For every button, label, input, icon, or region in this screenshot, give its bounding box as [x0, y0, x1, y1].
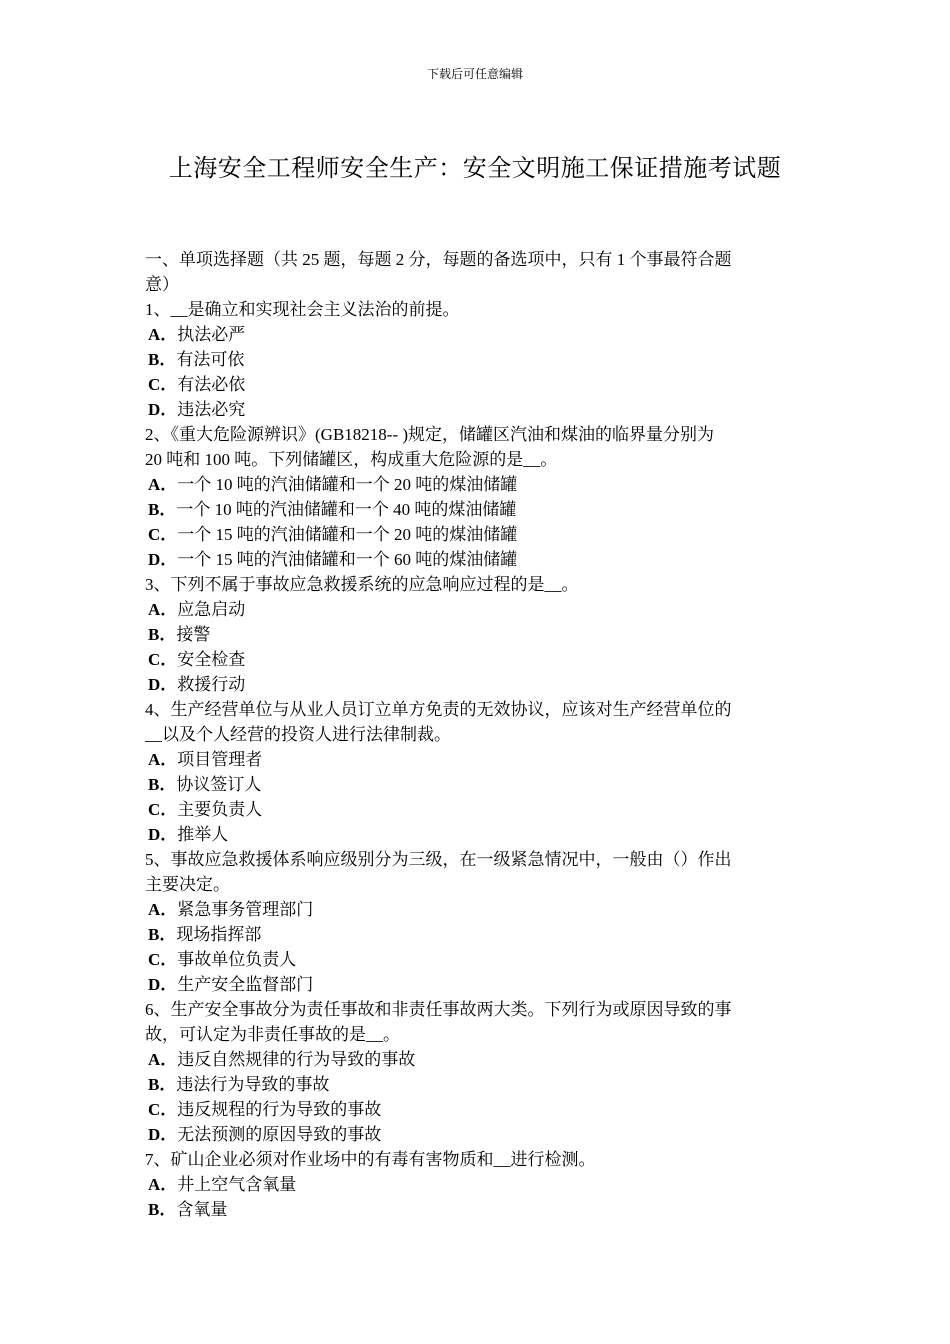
answer-option	[145, 547, 810, 572]
option-text: 有法可依	[176, 350, 245, 369]
answer-option	[145, 772, 810, 797]
option-text: 执法必严	[177, 325, 246, 344]
question-stem-line: 4、生产经营单位与从业人员订立单方免责的无效协议，应该对生产经营单位的	[145, 700, 732, 719]
option-text: 一个 15 吨的汽油储罐和一个 20 吨的煤油储罐	[177, 525, 518, 544]
document-body	[145, 247, 810, 1222]
question-stem-line: 6、生产安全事故分为责任事故和非责任事故两大类。下列行为或原因导致的事	[145, 1000, 732, 1019]
question-item	[145, 997, 810, 1147]
option-text: 应急启动	[177, 600, 246, 619]
option-letter: D．	[148, 400, 178, 419]
question-stem-line: 3、下列不属于事故应急救援系统的应急响应过程的是__。	[145, 575, 579, 594]
option-text: 有法必依	[177, 375, 246, 394]
answer-option	[145, 372, 810, 397]
question-item	[145, 697, 810, 847]
option-letter: A．	[148, 1050, 178, 1069]
question-item	[145, 1147, 810, 1222]
option-text: 协议签订人	[176, 775, 262, 794]
answer-option	[145, 672, 810, 697]
option-text: 井上空气含氧量	[177, 1175, 297, 1194]
option-letter: A．	[148, 1175, 178, 1194]
question-stem-line: 故，可认定为非责任事故的是__。	[145, 1025, 400, 1044]
question-item	[145, 297, 810, 422]
question-stem	[145, 422, 810, 472]
option-letter: B．	[148, 625, 177, 644]
option-letter: C．	[148, 1100, 178, 1119]
option-text: 救援行动	[177, 675, 246, 694]
answer-option	[145, 347, 810, 372]
answer-option	[145, 972, 810, 997]
option-text: 含氧量	[176, 1200, 228, 1219]
answer-option	[145, 1097, 810, 1122]
option-text: 事故单位负责人	[177, 950, 297, 969]
answer-option	[145, 1047, 810, 1072]
answer-option	[145, 822, 810, 847]
option-letter: D．	[148, 550, 178, 569]
question-item	[145, 847, 810, 997]
question-stem-line: 5、事故应急救援体系响应级别分为三级，在一级紧急情况中，一般由（）作出	[145, 850, 732, 869]
option-text: 违反自然规律的行为导致的事故	[177, 1050, 416, 1069]
option-letter: A．	[148, 600, 178, 619]
question-stem	[145, 847, 810, 897]
question-stem-line: 主要决定。	[145, 875, 230, 894]
option-letter: A．	[148, 750, 178, 769]
section-heading	[145, 247, 810, 297]
question-stem	[145, 1147, 810, 1172]
option-letter: D．	[148, 1125, 178, 1144]
option-text: 主要负责人	[177, 800, 263, 819]
answer-option	[145, 597, 810, 622]
option-text: 违法行为导致的事故	[176, 1075, 330, 1094]
option-letter: C．	[148, 375, 178, 394]
option-letter: B．	[148, 500, 177, 519]
option-letter: B．	[148, 775, 177, 794]
option-letter: D．	[148, 675, 178, 694]
option-text: 违法必究	[177, 400, 246, 419]
question-stem-line: __以及个人经营的投资人进行法律制裁。	[145, 725, 451, 744]
answer-option	[145, 622, 810, 647]
option-letter: C．	[148, 800, 178, 819]
option-text: 一个 10 吨的汽油储罐和一个 40 吨的煤油储罐	[176, 500, 517, 519]
question-stem-line: 7、矿山企业必须对作业场中的有毒有害物质和__进行检测。	[145, 1150, 596, 1169]
answer-option	[145, 647, 810, 672]
option-letter: A．	[148, 900, 178, 919]
option-letter: D．	[148, 825, 178, 844]
question-stem	[145, 997, 810, 1047]
answer-option	[145, 797, 810, 822]
answer-option	[145, 1072, 810, 1097]
option-letter: B．	[148, 350, 177, 369]
option-text: 项目管理者	[177, 750, 263, 769]
option-letter: A．	[148, 325, 178, 344]
answer-option	[145, 1172, 810, 1197]
answer-option	[145, 1197, 810, 1222]
question-stem-line: 1、__是确立和实现社会主义法治的前提。	[145, 300, 460, 319]
header-note: 下载后可任意编辑	[426, 67, 523, 81]
answer-option	[145, 397, 810, 422]
answer-option	[145, 472, 810, 497]
option-letter: C．	[148, 525, 178, 544]
answer-option	[145, 1122, 810, 1147]
answer-option	[145, 947, 810, 972]
option-letter: C．	[148, 650, 178, 669]
question-item	[145, 422, 810, 572]
answer-option	[145, 922, 810, 947]
question-stem	[145, 697, 810, 747]
answer-option	[145, 322, 810, 347]
answer-option	[145, 522, 810, 547]
question-list	[145, 297, 810, 1222]
option-letter: D．	[148, 975, 178, 994]
option-letter: B．	[148, 1200, 177, 1219]
option-text: 违反规程的行为导致的事故	[177, 1100, 382, 1119]
answer-option	[145, 747, 810, 772]
option-text: 无法预测的原因导致的事故	[177, 1125, 382, 1144]
answer-option	[145, 897, 810, 922]
option-text: 一个 15 吨的汽油储罐和一个 60 吨的煤油储罐	[177, 550, 518, 569]
option-letter: B．	[148, 925, 177, 944]
option-letter: A．	[148, 475, 178, 494]
option-text: 推举人	[177, 825, 229, 844]
question-item	[145, 572, 810, 697]
question-stem	[145, 572, 810, 597]
question-stem-line: 20 吨和 100 吨。下列储罐区，构成重大危险源的是__。	[145, 450, 558, 469]
question-stem-line: 2、《重大危险源辨识》(GB18218-- )规定，储罐区汽油和煤油的临界量分别为	[145, 425, 715, 444]
question-stem	[145, 297, 810, 322]
section-heading-line: 一、单项选择题（共 25 题，每题 2 分，每题的备选项中，只有 1 个事最符合题	[145, 250, 732, 269]
option-text: 安全检查	[177, 650, 246, 669]
option-letter: C．	[148, 950, 178, 969]
option-text: 一个 10 吨的汽油储罐和一个 20 吨的煤油储罐	[177, 475, 518, 494]
option-text: 现场指挥部	[176, 925, 262, 944]
document-title: 上海安全工程师安全生产：安全文明施工保证措施考试题	[168, 156, 782, 182]
option-text: 接警	[176, 625, 211, 644]
option-text: 生产安全监督部门	[177, 975, 314, 994]
option-text: 紧急事务管理部门	[177, 900, 314, 919]
answer-option	[145, 497, 810, 522]
section-heading-line: 意）	[145, 275, 179, 294]
option-letter: B．	[148, 1075, 177, 1094]
